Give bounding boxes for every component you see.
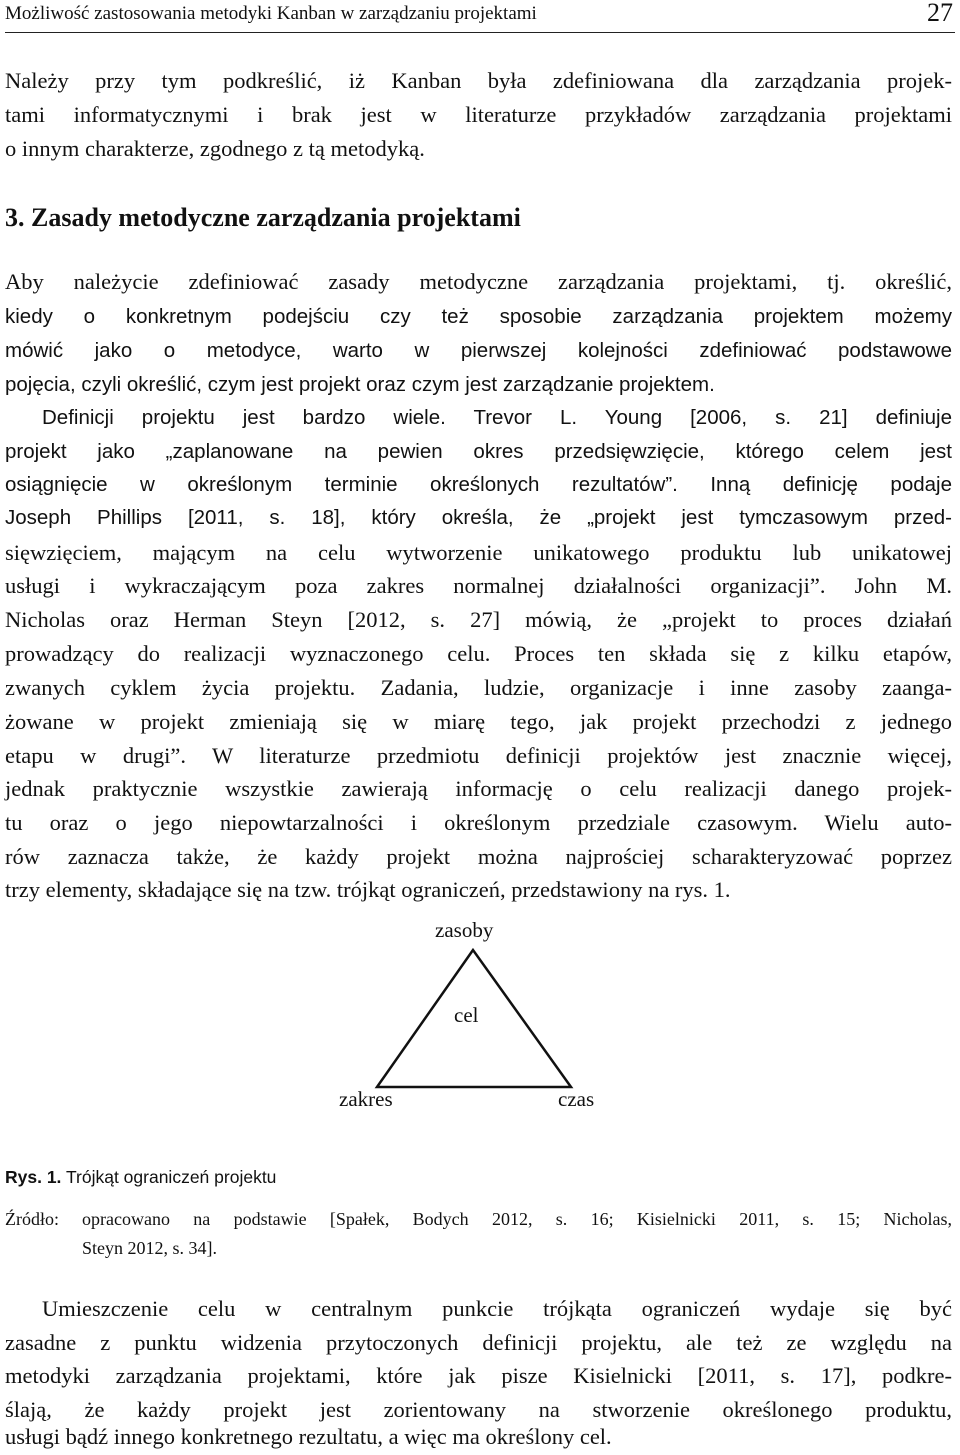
text-line: Umieszczenie celu w centralnym punkcie trójkąta ograniczeń wydaje się być (42, 1296, 952, 1321)
text-line: pojęcia, czyli określić, czym jest projekt oraz czym jest zarządzanie projektem. (5, 373, 715, 396)
label-zasoby: zasoby (435, 918, 494, 942)
text-line: sięwzięciem, mającym na celu wytworzenie unikatowego produktu lub unikatowej (5, 540, 952, 565)
constraints-triangle-figure (330, 915, 630, 1120)
running-header (5, 0, 955, 33)
caption-prefix: Rys. 1. (5, 1167, 62, 1187)
text-line: żowane w projekt zmieniają się w miarę tego, jak projekt przechodzi z jednego (5, 709, 952, 734)
text-line: etapu w drugi”. W literaturze przedmiotu definicji projektów jest znacznie więcej, (5, 743, 952, 768)
caption-text: Trójkąt ograniczeń projektu (61, 1167, 277, 1187)
label-zakres: zakres (339, 1087, 393, 1111)
text-line: ślają, że każdy projekt jest zorientowany na stworzenie określonego produktu, (5, 1397, 952, 1422)
text-line: Definicji projektu jest bardzo wiele. Trevor L. Young [2006, s. 21] definiuje (42, 406, 952, 429)
header-title: Możliwość zastosowania metodyki Kanban w zarządzaniu projektami (5, 3, 537, 24)
source-text: opracowano na podstawie [Spałek, Bodych 2012, s. 16; Kisielnicki 2011, s. 15; Nicholas, (82, 1209, 952, 1229)
text-line: tami informatycznymi i brak jest w literaturze przykładów zarządzania projektami (5, 102, 952, 127)
figure-caption (5, 1167, 276, 1188)
text-line: metodyki zarządzania projektami, które jak pisze Kisielnicki [2011, s. 17], podkre- (5, 1363, 952, 1388)
text-line: Aby należycie zdefiniować zasady metodyczne zarządzania projektami, tj. określić, (5, 269, 952, 294)
text-line: rów zaznacza także, że każdy projekt można najprościej scharakteryzować poprzez (5, 844, 952, 869)
text-line: kiedy o konkretnym podejściu czy też sposobie zarządzania projektem możemy (5, 305, 952, 328)
text-line: trzy elementy, składające się na tzw. trójkąt ograniczeń, przedstawiony na rys. 1. (5, 877, 731, 902)
text-line: o innym charakterze, zgodnego z tą metodyką. (5, 136, 425, 161)
page-number: 27 (927, 0, 953, 27)
text-line: projekt jako „zaplanowane na pewien okres przedsięwzięcie, którego celem jest (5, 440, 952, 463)
text-line: prowadzący do realizacji wyznaczonego celu. Proces ten składa się z kilku etapów, (5, 641, 952, 666)
text-line: usługi bądź innego konkretnego rezultatu, a więc ma określony cel. (5, 1424, 612, 1449)
text-line: mówić jako o metodyce, warto w pierwszej kolejności zdefiniować podstawowe (5, 339, 952, 362)
text-line: Nicholas oraz Herman Steyn [2012, s. 27] mówią, że „projekt to proces działań (5, 607, 952, 632)
source-text-continued: Steyn 2012, s. 34]. (82, 1238, 217, 1258)
text-line: zasadne z punktu widzenia przytoczonych definicji projektu, ale też ze względu na (5, 1330, 952, 1355)
section-heading: 3. Zasady metodyczne zarządzania projektami (5, 203, 521, 232)
text-line: jednak praktycznie wszystkie zawierają informację o celu realizacji danego projek- (5, 776, 952, 801)
text-line: Należy przy tym podkreślić, iż Kanban była zdefiniowana dla zarządzania projek- (5, 68, 952, 93)
text-line: Joseph Phillips [2011, s. 18], który określa, że „projekt jest tymczasowym przed- (5, 506, 952, 529)
label-cel: cel (454, 1003, 479, 1027)
source-label: Źródło: (5, 1209, 59, 1229)
text-line: osiągnięcie w określonym terminie określonych rezultatów”. Inną definicję podaje (5, 473, 952, 496)
text-line: usługi i wykraczającym poza zakres normalnej działalności organizacji”. John M. (5, 573, 952, 598)
text-line: zwanych cyklem życia projektu. Zadania, ludzie, organizacje i inne zasoby zaanga- (5, 675, 952, 700)
text-line: tu oraz o jego niepowtarzalności i określonym przedziale czasowym. Wielu auto- (5, 810, 952, 835)
label-czas: czas (558, 1087, 595, 1111)
